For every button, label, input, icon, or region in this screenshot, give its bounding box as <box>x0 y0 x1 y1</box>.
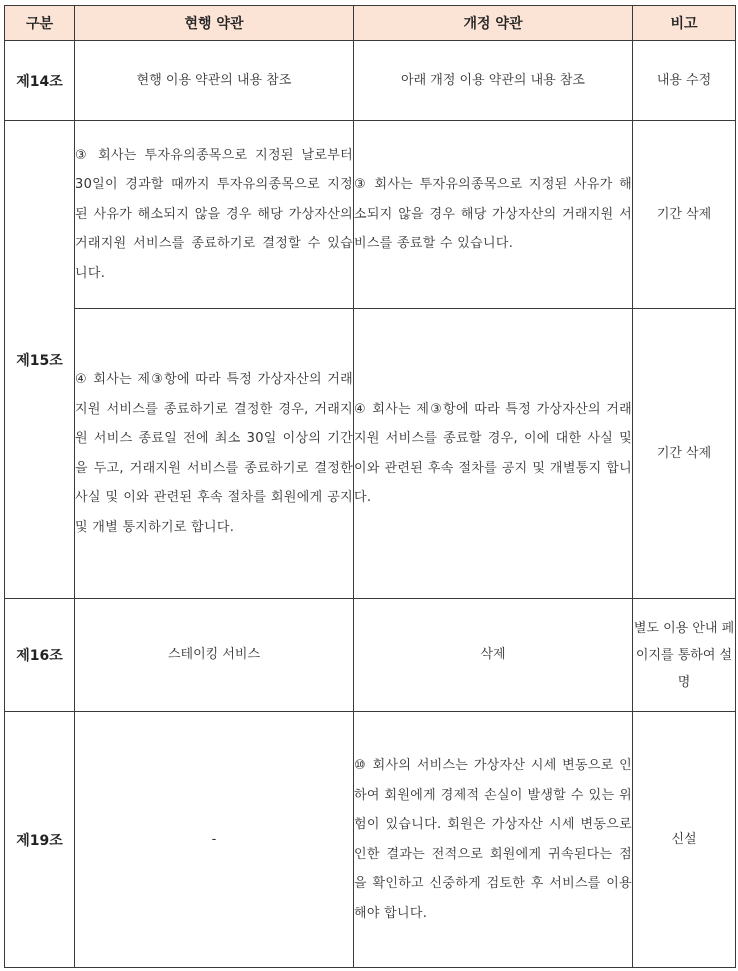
revised-terms-cell: 삭제 <box>354 599 633 712</box>
note-cell: 기간 삭제 <box>633 309 736 599</box>
current-terms-cell: - <box>75 712 354 968</box>
revised-terms-cell: ③ 회사는 투자유의종목으로 지정된 사유가 해소되지 않을 경우 해당 가상자산의 거래지원 서비스를 종료할 수 있습니다. <box>354 121 633 309</box>
header-current-terms: 현행 약관 <box>75 6 354 41</box>
note-cell: 별도 이용 안내 페이지를 통하여 설명 <box>633 599 736 712</box>
current-terms-cell: 현행 이용 약관의 내용 참조 <box>75 41 354 121</box>
note-cell: 내용 수정 <box>633 41 736 121</box>
article-label: 제16조 <box>5 599 75 712</box>
terms-comparison-table <box>4 5 736 968</box>
article-label: 제14조 <box>5 41 75 121</box>
header-category: 구분 <box>5 6 75 41</box>
table-row <box>5 41 736 121</box>
header-note: 비고 <box>633 6 736 41</box>
table-row <box>5 599 736 712</box>
current-terms-cell: ③ 회사는 투자유의종목으로 지정된 날로부터 30일이 경과할 때까지 투자유의종목으로 지정된 사유가 해소되지 않을 경우 해당 가상자산의 거래지원 서비스를 종료하기로 결정할 수 있습니다. <box>75 121 354 309</box>
revised-terms-cell: ⑩ 회사의 서비스는 가상자산 시세 변동으로 인하여 회원에게 경제적 손실이 발생할 수 있는 위험이 있습니다. 회원은 가상자산 시세 변동으로 인한 결과는 전적으로 회원에게 귀속된다는 점을 확인하고 신중하게 검토한 후 서비스를 이용해야 합니다. <box>354 712 633 968</box>
revised-terms-cell: 아래 개정 이용 약관의 내용 참조 <box>354 41 633 121</box>
revised-terms-cell: ④ 회사는 제③항에 따라 특정 가상자산의 거래지원 서비스를 종료할 경우, 이에 대한 사실 및 이와 관련된 후속 절차를 공지 및 개별통지 합니다. <box>354 309 633 599</box>
current-terms-cell: 스테이킹 서비스 <box>75 599 354 712</box>
article-label: 제15조 <box>5 121 75 599</box>
note-cell: 기간 삭제 <box>633 121 736 309</box>
note-cell: 신설 <box>633 712 736 968</box>
current-terms-cell: ④ 회사는 제③항에 따라 특정 가상자산의 거래지원 서비스를 종료하기로 결정한 경우, 거래지원 서비스 종료일 전에 최소 30일 이상의 기간을 두고, 거래지원 서비스를 종료하기로 결정한 사실 및 이와 관련된 후속 절차를 회원에게 공지 및 개별 통지하기로 합니다. <box>75 309 354 599</box>
header-row <box>5 6 736 41</box>
table-row <box>5 309 736 599</box>
article-label: 제19조 <box>5 712 75 968</box>
header-revised-terms: 개정 약관 <box>354 6 633 41</box>
table-row <box>5 121 736 309</box>
table-row <box>5 712 736 968</box>
